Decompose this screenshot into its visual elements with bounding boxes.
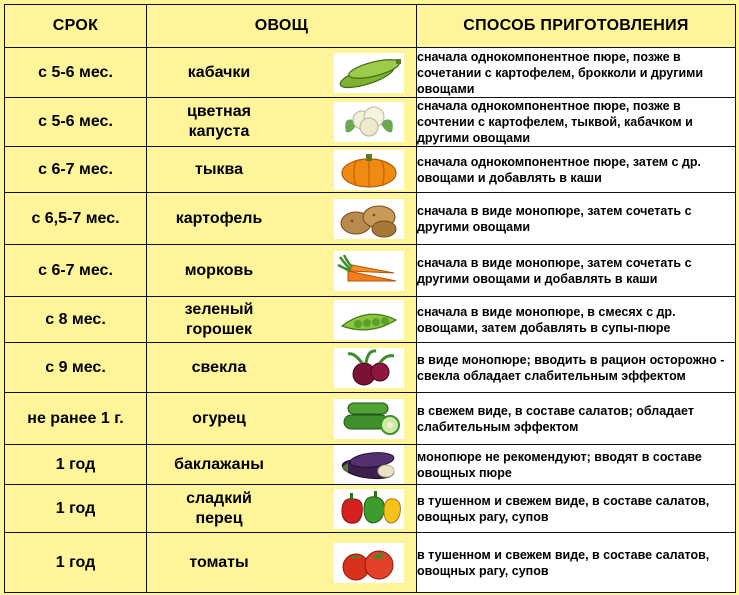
method-cell: сначала в виде монопюре, затем сочетать с другими овощами и добавлять в каши xyxy=(417,245,736,297)
vegetable-cell xyxy=(147,245,417,297)
vegetable-name: кабачки xyxy=(187,63,251,81)
tomato-icon xyxy=(334,543,404,583)
term-cell: не ранее 1 г. xyxy=(5,393,147,445)
term-cell: с 5-6 мес. xyxy=(5,98,147,147)
term-cell: 1 год xyxy=(5,533,147,593)
table-row xyxy=(5,245,736,297)
table-row xyxy=(5,147,736,193)
vegetable-cell xyxy=(147,485,417,533)
cauliflower-icon xyxy=(334,102,404,142)
method-cell: сначала однокомпонентное пюре, позже в сочетании с картофелем, брокколи и другими овощами xyxy=(417,48,736,98)
table-row xyxy=(5,48,736,98)
table-row xyxy=(5,343,736,393)
cucumber-icon xyxy=(334,399,404,439)
vegetable-cell xyxy=(147,445,417,485)
vegetable-name: тыква xyxy=(194,160,244,178)
term-cell: 1 год xyxy=(5,485,147,533)
vegetable-cell xyxy=(147,343,417,393)
term-cell: с 6-7 мес. xyxy=(5,147,147,193)
term-cell: с 9 мес. xyxy=(5,343,147,393)
term-cell: с 5-6 мес. xyxy=(5,48,147,98)
term-cell: 1 год xyxy=(5,445,147,485)
beetroot-icon xyxy=(334,348,404,388)
vegetable-cell xyxy=(147,98,417,147)
method-cell: сначала однокомпонентное пюре, позже в сочтении с картофелем, тыквой, кабачком и другими овощами xyxy=(417,98,736,147)
header-method: СПОСОБ ПРИГОТОВЛЕНИЯ xyxy=(417,5,736,48)
eggplant-icon xyxy=(334,445,404,485)
method-cell: в тушенном и свежем виде, в составе салатов, овощных рагу, супов xyxy=(417,533,736,593)
table-row xyxy=(5,193,736,245)
term-cell: с 6,5-7 мес. xyxy=(5,193,147,245)
method-cell: в виде монопюре; вводить в рацион осторожно - свекла обладает слабительным эффектом xyxy=(417,343,736,393)
vegetable-cell xyxy=(147,533,417,593)
vegetable-introduction-table xyxy=(4,4,736,593)
vegetable-name: зеленый горошек xyxy=(184,300,254,338)
table-row xyxy=(5,533,736,593)
table-row xyxy=(5,297,736,343)
term-cell: с 6-7 мес. xyxy=(5,245,147,297)
header-row xyxy=(5,5,736,48)
table-row xyxy=(5,485,736,533)
carrot-icon xyxy=(334,251,404,291)
peas-icon xyxy=(334,300,404,340)
header-vegetable: ОВОЩ xyxy=(147,5,417,48)
method-cell: монопюре не рекомендуют; вводят в составе овощных пюре xyxy=(417,445,736,485)
vegetable-name: томаты xyxy=(189,553,249,571)
vegetable-cell xyxy=(147,147,417,193)
vegetable-name: картофель xyxy=(175,209,263,227)
vegetable-name: свекла xyxy=(191,358,247,376)
method-cell: сначала в виде монопюре, затем сочетать с другими овощами xyxy=(417,193,736,245)
pumpkin-icon xyxy=(334,150,404,190)
method-cell: в тушенном и свежем виде, в составе салатов, овощных рагу, супов xyxy=(417,485,736,533)
vegetable-name: огурец xyxy=(192,409,246,427)
vegetable-name: морковь xyxy=(184,261,254,279)
zucchini-icon xyxy=(334,53,404,93)
vegetable-name: сладкий перец xyxy=(186,489,252,527)
header-term: СРОК xyxy=(5,5,147,48)
sweet-pepper-icon xyxy=(334,489,404,529)
term-cell: с 8 мес. xyxy=(5,297,147,343)
method-cell: сначала однокомпонентное пюре, затем с др. овощами и добавлять в каши xyxy=(417,147,736,193)
potato-icon xyxy=(334,199,404,239)
table-row xyxy=(5,98,736,147)
vegetable-cell xyxy=(147,193,417,245)
method-cell: сначала в виде монопюре, в смесях с др. овощами, затем добавлять в супы-пюре xyxy=(417,297,736,343)
vegetable-cell xyxy=(147,48,417,98)
table-row xyxy=(5,445,736,485)
vegetable-cell xyxy=(147,393,417,445)
vegetable-cell xyxy=(147,297,417,343)
table-row xyxy=(5,393,736,445)
vegetable-name: баклажаны xyxy=(174,455,264,473)
method-cell: в свежем виде, в составе салатов; обладает слабительным эффектом xyxy=(417,393,736,445)
vegetable-name: цветная капуста xyxy=(187,103,251,140)
